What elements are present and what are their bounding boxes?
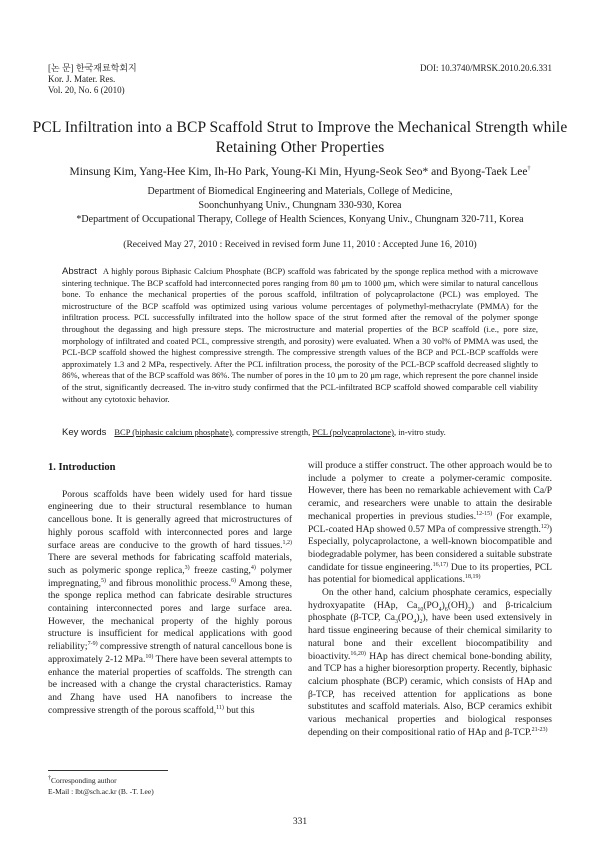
left-column: [48, 460, 292, 717]
citation[interactable]: 16,17): [432, 561, 449, 568]
abstract-label: Abstract: [62, 266, 97, 277]
abstract-text: A highly porous Biphasic Calcium Phosphate (BCP) scaffold was fabricated by the sponge replica method with a microwave sintering technique. The BCP scaffold had interconnected pores ranging from 80 μm to 1000 μm, which were similar to natural cancellous bone. To enhance the mechanical properties of the porous scaffold, infiltration of polycaprolactone (PCL) was employed. The microstructure of the BCP scaffold was optimized using various volume percentages of polymethyl-methacrylate (PMMA) for the infiltration process. PCL successfully infiltrated into the hollow space of the strut formed after the removal of the polymer sponge throughout the degassing and high pressure steps. The microstructure and material properties of the BCP scaffold (i.e., pore size, morphology of infiltrated and coated PCL, compressive strength, and porosity) were evaluated. When a 30 vol% of PMMA was used, the PCL-BCP scaffold showed the highest compressive strength. The compressive strength values of the BCP and PCL-BCP scaffolds were approximately 1.3 and 2 MPa, respectively. After the PCL infiltration process, the porosity of the PCL-BCP scaffold decreased slightly to 86%, whereas that of the BCP scaffold was 86%. The number of pores in the 10 μm to 20 μm rage, which represent the pore channel inside of the strut, significantly decreased. The in-vitro study confirmed that the PCL-infiltrated BCP scaffold showed comparable cell viability without any cytotoxic behavior.: [62, 266, 538, 404]
intro-paragraph-1: Porous scaffolds have been widely used for hard tissue engineering due to their structural resemblance to human cancellous bone. It is generally agreed that microstructures of highly porous scaffold with interconnected pores and large surface areas are conducive to the growth of hard tissues.$^{1,2)}$ There are several methods for fabricating scaffold materials, such as polymeric sponge replica,$^{3)}$ freeze casting,$^{4)}$ polymer impregnating,$^{5)}$ and fibrous monolithic process.$^{6)}$ Among these, the sponge replica method can fabricate desirable structures containing interconnected pores and large surface area. However, the mechanical property of the highly porous structure is insufficient for medical applications with good reliability;$^{7-9)}$ compressive strength of natural cancellous bone is approximately 2-12 MPa.$^{10)}$ There have been several attempts to enhance the material properties of scaffolds. The strength can be increased with a change the crystal characteristics. Ramay and Zhang have used HA nanofibers to increase the compressive strength of the porous scaffold,$^{11)}$ but this: [48, 489, 292, 716]
footnote: [48, 770, 292, 797]
authors-text: Minsung Kim, Yang-Hee Kim, Ih-Ho Park, Young-Ki Min, Hyung-Seok Seo* and Byong-Taek Lee: [69, 166, 528, 178]
keywords-label: Key words: [62, 427, 107, 438]
doi[interactable]: DOI: 10.3740/MRSK.2010.20.6.331: [419, 63, 552, 73]
citation[interactable]: 21-23): [531, 726, 548, 733]
page-number: 331: [292, 817, 308, 827]
abstract: [62, 266, 538, 405]
intro-paragraph-2: On the other hand, calcium phosphate ceramics, especially hydroxyapatite (HAp, $Ca_{10}(PO_4)_6(OH)_2$) and β-tricalcium phosphate (β-TCP, $Ca_3(PO_4)_2$), have been used extensively in hard tissue engineering because of their chemical similarity to natural bone and their excellent biocompatibility and bioactivity.$^{16,20)}$ HAp has direct chemical bone-bonding ability, and TCP has a higher bioresorption property. Recently, biphasic calcium phosphate (BCP) ceramic, which consists of HAp and β-TCP, has received attention for applications as bone substitutes and scaffold materials. Also, BCP ceramics exhibit various mechanical properties and biological responses depending on their compositional ratio of HAp and β-TCP.$^{21-23)}$: [308, 588, 553, 738]
corresponding-author-note: †Corresponding author: [48, 775, 117, 785]
citation[interactable]: 12): [540, 523, 549, 530]
citation[interactable]: 18,19): [464, 574, 481, 581]
journal-volume: Vol. 20, No. 6 (2010): [48, 85, 125, 95]
keywords: [62, 427, 538, 438]
keyword-sep-1: , compressive strength,: [231, 427, 313, 437]
intro-paragraph-1-cont: will produce a stiffer construct. The other approach would be to include a polymer to create a polymer-ceramic composite. However, there has been no remarkable achievement with Ca/P ceramic, and researchers were unable to attain the desirable mechanical properties in previous studies.$^{12-15)}$ (For example, PCL-coated HAp showed 0.57 MPa of compressive strength.$^{12)}$) Especially, polycaprolactone, a well-known biocompatible and biodegradable polymer, has been considered a suitable substrate candidate for tissue engineering.$^{16,17)}$ Due to its properties, PCL has potential for biomedical applications.$^{18,19)}$: [308, 461, 552, 586]
affiliation-line-1: Department of Biomedical Engineering and Materials, College of Medicine,: [147, 186, 453, 197]
citation[interactable]: 11): [216, 704, 224, 711]
citation[interactable]: 6): [230, 577, 236, 584]
journal-header: [48, 63, 137, 96]
citation[interactable]: 5): [101, 577, 107, 584]
affiliation-line-2: Soonchunhyang Univ., Chungnam 330-930, Korea: [198, 200, 402, 211]
received-dates: (Received May 27, 2010 : Received in revised form June 11, 2010 : Accepted June 16, 2010): [123, 240, 477, 250]
journal-korean-name: [논 문] 한국재료학회지: [48, 63, 137, 73]
citation[interactable]: 12-15): [476, 510, 493, 517]
keyword-sep-2: , in-vitro study.: [393, 427, 446, 437]
citation[interactable]: 4): [250, 564, 256, 571]
citation[interactable]: 1,2): [282, 539, 292, 546]
citation[interactable]: 3): [184, 564, 190, 571]
journal-abbrev: Kor. J. Mater. Res.: [48, 74, 116, 84]
footnote-rule: [48, 770, 168, 771]
affiliation-line-3: *Department of Occupational Therapy, College of Health Sciences, Konyang Univ., Chungnam 320-711, Korea: [76, 214, 524, 225]
author-list: [30, 166, 570, 178]
citation[interactable]: 10): [145, 653, 154, 660]
keyword-bcp[interactable]: BCP (biphasic calcium phosphate): [114, 427, 232, 437]
section-heading-introduction: 1. Introduction: [48, 462, 116, 473]
right-column: [308, 460, 552, 739]
citation[interactable]: 7-9): [87, 640, 98, 647]
citation[interactable]: 16,20): [350, 650, 366, 657]
paper-title: PCL Infiltration into a BCP Scaffold Strut to Improve the Mechanical Strength while Retaining Other Properties: [32, 119, 568, 156]
dagger-mark: †: [527, 166, 531, 173]
affiliations: [30, 185, 570, 227]
corresponding-email[interactable]: E-Mail : lbt@sch.ac.kr (B. -T. Lee): [48, 787, 154, 796]
keyword-pcl[interactable]: PCL (polycaprolactone): [312, 427, 394, 437]
